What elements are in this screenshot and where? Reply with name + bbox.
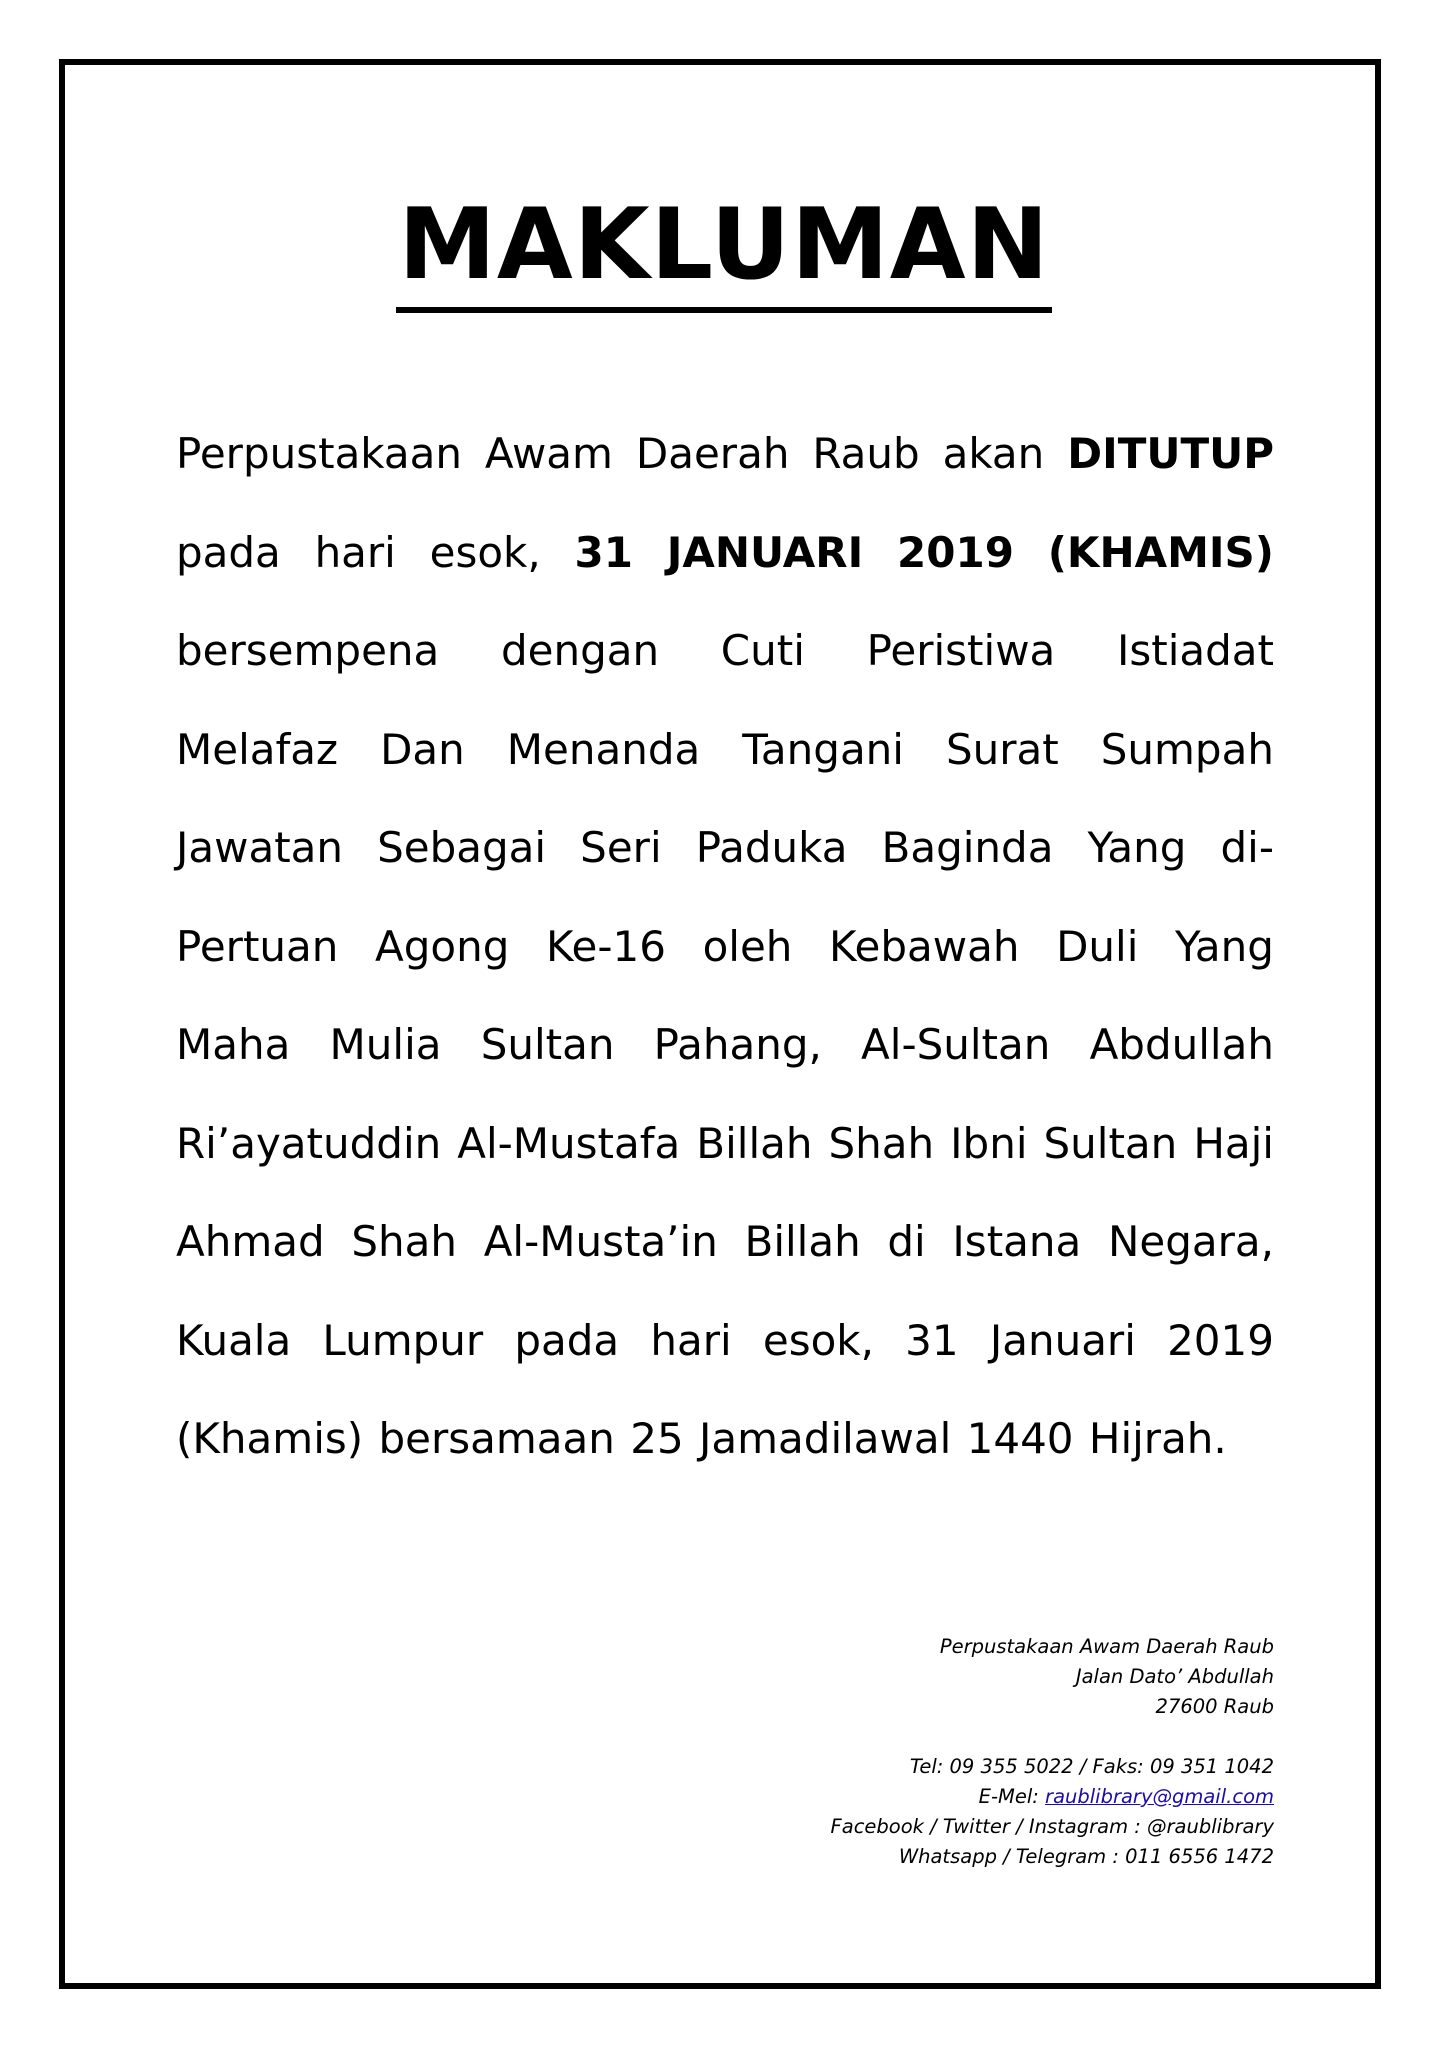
body-word: Jawatan <box>176 823 344 872</box>
body-word: Ibni <box>950 1118 1028 1168</box>
body-word: Januari <box>989 1315 1136 1365</box>
body-word: hari <box>314 527 396 577</box>
body-word: Yang <box>1175 921 1274 971</box>
body-word: Seri <box>580 823 662 872</box>
email-label: E-Mel: <box>978 1785 1046 1808</box>
body-word: Menanda <box>506 724 701 774</box>
body-word: Negara, <box>1107 1217 1274 1266</box>
body-word: esok, <box>762 1315 874 1365</box>
body-word: Istiadat <box>1116 626 1274 675</box>
body-word: Billah <box>696 1118 813 1168</box>
email-link[interactable]: raublibrary@gmail.com <box>1045 1785 1274 1808</box>
body-word: Al-Mustafa <box>457 1118 681 1168</box>
body-word: Surat <box>945 724 1059 774</box>
tel-fax: Tel: 09 355 5022 / Faks: 09 351 1042 <box>909 1755 1274 1778</box>
body-line <box>176 504 1274 603</box>
body-line <box>176 996 1274 1095</box>
body-word: Peristiwa <box>866 626 1056 675</box>
contact-footer <box>831 1632 1274 1872</box>
body-word: Pertuan <box>176 921 339 971</box>
body-word: pada <box>176 527 281 577</box>
body-line <box>176 1390 1274 1489</box>
body-word: Shah <box>351 1217 457 1266</box>
body-word: Haji <box>1193 1118 1274 1168</box>
body-line <box>176 1193 1274 1292</box>
body-word: Ke-16 <box>546 921 666 971</box>
body-word: oleh <box>702 921 793 971</box>
body-word: Baginda <box>881 823 1054 872</box>
body-line <box>176 1292 1274 1391</box>
body-word: Sebagai <box>377 823 547 872</box>
body-word: Tangani <box>742 724 904 774</box>
body-word: Paduka <box>695 823 848 872</box>
body-line <box>176 1095 1274 1194</box>
address-line-1: Perpustakaan Awam Daerah Raub <box>939 1635 1274 1658</box>
address-line-3: 27600 Raub <box>1155 1695 1274 1718</box>
body-word: di <box>887 1217 926 1266</box>
body-word: Kebawah <box>829 921 1020 971</box>
body-word: di- <box>1220 823 1274 872</box>
body-word: Abdullah <box>1089 1020 1274 1069</box>
body-word: Mulia <box>329 1020 442 1069</box>
body-word: 2019 <box>1167 1315 1274 1365</box>
whatsapp-telegram: Whatsapp / Telegram : 011 6556 1472 <box>898 1845 1274 1868</box>
body-word: Yang <box>1087 823 1187 872</box>
notice-title-text: MAKLUMAN <box>396 185 1051 313</box>
body-word: pada <box>514 1315 620 1365</box>
body-word: esok, <box>429 527 541 577</box>
body-word: Maha <box>176 1020 291 1069</box>
body-word: Al-Musta’in <box>483 1217 718 1266</box>
body-word: Agong <box>375 921 510 971</box>
footer-spacer <box>831 1722 1274 1752</box>
body-word: Ri’ayatuddin <box>176 1118 442 1168</box>
body-word: Pahang, <box>653 1020 822 1069</box>
body-word: Kuala <box>176 1315 292 1365</box>
body-word: 31 <box>905 1315 959 1365</box>
body-word: Perpustakaan <box>176 429 462 478</box>
address-line-2: Jalan Dato’ Abdullah <box>1075 1665 1274 1688</box>
body-word: Ahmad <box>176 1217 325 1266</box>
body-word-bold: JANUARI <box>666 527 864 577</box>
body-line <box>176 405 1274 504</box>
body-word: Dan <box>380 724 465 774</box>
email-line <box>831 1782 1274 1812</box>
body-word: Awam <box>484 429 613 478</box>
body-word: Billah <box>744 1217 861 1266</box>
body-word: Al-Sultan <box>861 1020 1051 1069</box>
body-word: Sumpah <box>1100 724 1274 774</box>
body-word: Melafaz <box>176 724 339 774</box>
body-line <box>176 602 1274 701</box>
body-word: Raub <box>812 429 920 478</box>
body-word-bold: (KHAMIS) <box>1047 527 1274 577</box>
body-word: akan <box>942 429 1045 478</box>
body-word: hari <box>650 1315 732 1365</box>
body-word-bold: DITUTUP <box>1067 429 1274 478</box>
body-word: Sultan <box>480 1020 615 1069</box>
body-word: Istana <box>952 1217 1082 1266</box>
body-line <box>176 898 1274 997</box>
notice-body <box>176 405 1274 1489</box>
body-word: Duli <box>1056 921 1139 971</box>
body-line <box>176 701 1274 800</box>
body-line-text: (Khamis) bersamaan 25 Jamadilawal 1440 Hijrah. <box>176 1414 1227 1463</box>
body-word: Lumpur <box>322 1315 484 1365</box>
social-handles: Facebook / Twitter / Instagram : @raublibrary <box>830 1815 1274 1838</box>
body-word: Shah <box>828 1118 935 1168</box>
body-word-bold: 2019 <box>897 527 1014 577</box>
body-word: Daerah <box>635 429 790 478</box>
body-word: Sultan <box>1043 1118 1178 1168</box>
body-word: Cuti <box>720 626 805 675</box>
body-line <box>176 799 1274 898</box>
notice-title <box>0 185 1448 313</box>
body-word: bersempena <box>176 626 440 675</box>
body-word: dengan <box>500 626 660 675</box>
body-word-bold: 31 <box>574 527 633 577</box>
